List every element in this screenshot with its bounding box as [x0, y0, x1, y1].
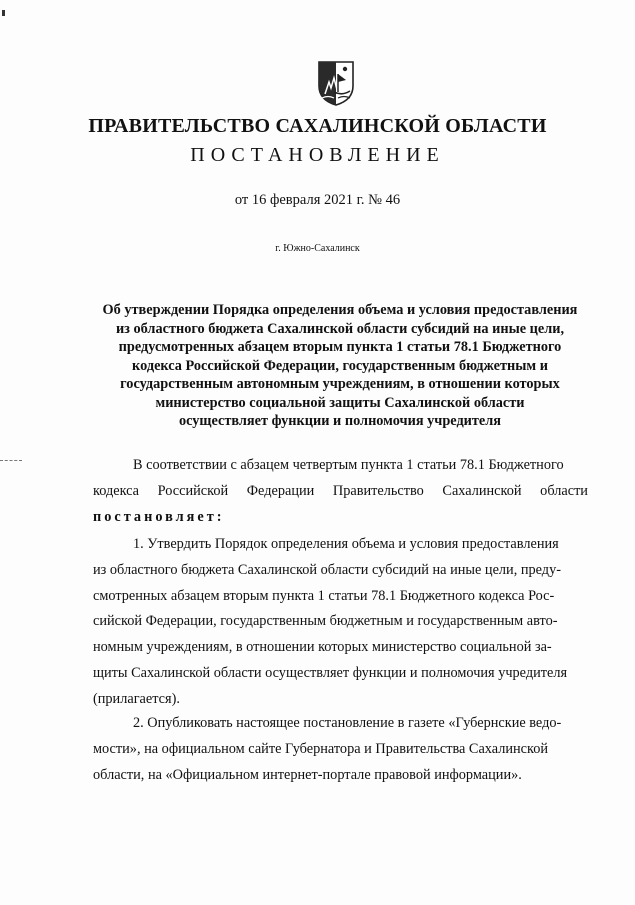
binding-mark — [0, 460, 22, 463]
item-1-text: смотренных абзацем вторым пункта 1 статьи 78.1 Бюджетного кодекса Рос- — [93, 587, 555, 604]
preamble-word: Российской — [157, 482, 229, 499]
item-2-paragraph — [93, 711, 588, 788]
heading-line: кодекса Российской Федерации, государственным бюджетным и — [132, 357, 548, 374]
item-1-line — [93, 609, 588, 635]
heading-line: осуществляет функции и полномочия учредителя — [178, 413, 502, 429]
preamble-word: Федерации — [246, 482, 315, 499]
preamble-word: области — [540, 482, 588, 499]
item-2-text: области, на «Официальном интернет-портале правовой информации». — [93, 766, 522, 783]
heading-line: министерство социальной защиты Сахалинской области — [155, 394, 525, 411]
item-1-text: щиты Сахалинской области осуществляет функции и полномочия учредителя — [93, 664, 568, 681]
document-heading — [80, 301, 600, 431]
item-1-text: (прилагается). — [93, 690, 180, 707]
document-type: ПОСТАНОВЛЕНИЕ — [190, 144, 445, 166]
preamble-word: Правительство — [332, 482, 424, 499]
item-1-line — [93, 661, 588, 687]
resolves-line — [93, 505, 588, 531]
item-1-line — [93, 532, 588, 558]
preamble-paragraph — [93, 453, 588, 530]
item-1-text: сийской Федерации, государственным бюджетным и государственным авто- — [93, 613, 558, 630]
item-2-line — [93, 711, 588, 737]
preamble-text: В соответствии с абзацем четвертым пункта 1 статьи 78.1 Бюджетного — [133, 457, 564, 473]
heading-line: из областного бюджета Сахалинской области субсидий на иные цели, — [115, 320, 565, 337]
preamble-word: кодекса — [93, 482, 140, 499]
item-1-line — [93, 687, 588, 713]
sakhalin-coat-of-arms-icon — [316, 60, 356, 106]
item-1-text: из областного бюджета Сахалинской области субсидий на иные цели, преду- — [93, 561, 561, 578]
item-1-line — [93, 635, 588, 661]
document-city: г. Южно-Сахалинск — [275, 243, 360, 254]
item-2-line — [93, 763, 588, 789]
preamble-line — [93, 453, 588, 479]
item-2-line — [93, 737, 588, 763]
document-date-number: от 16 февраля 2021 г. № 46 — [234, 192, 401, 208]
preamble-word: Сахалинской — [442, 482, 522, 499]
item-1-text: 1. Утвердить Порядок определения объема и условия предоставления — [133, 536, 559, 552]
heading-line: государственным автономным учреждениям, в отношении которых — [120, 376, 560, 392]
resolves-word: постановляет: — [93, 508, 225, 525]
organization-title: ПРАВИТЕЛЬСТВО САХАЛИНСКОЙ ОБЛАСТИ — [88, 115, 547, 137]
preamble-line-justified — [93, 479, 588, 505]
scan-artifact — [2, 10, 5, 16]
heading-line: предусмотренных абзацем вторым пункта 1 статьи 78.1 Бюджетного — [118, 339, 562, 355]
item-1-text: номным учреждениям, в отношении которых министерство социальной за- — [93, 639, 552, 656]
heading-line: Об утверждении Порядка определения объема и условия предоставления — [102, 302, 578, 318]
item-1-paragraph — [93, 532, 588, 713]
item-2-text: мости», на официальном сайте Губернатора и Правительства Сахалинской — [93, 740, 549, 757]
item-1-line — [93, 584, 588, 610]
item-1-line — [93, 558, 588, 584]
item-2-text: 2. Опубликовать настоящее постановление в газете «Губернские ведо- — [133, 715, 562, 731]
